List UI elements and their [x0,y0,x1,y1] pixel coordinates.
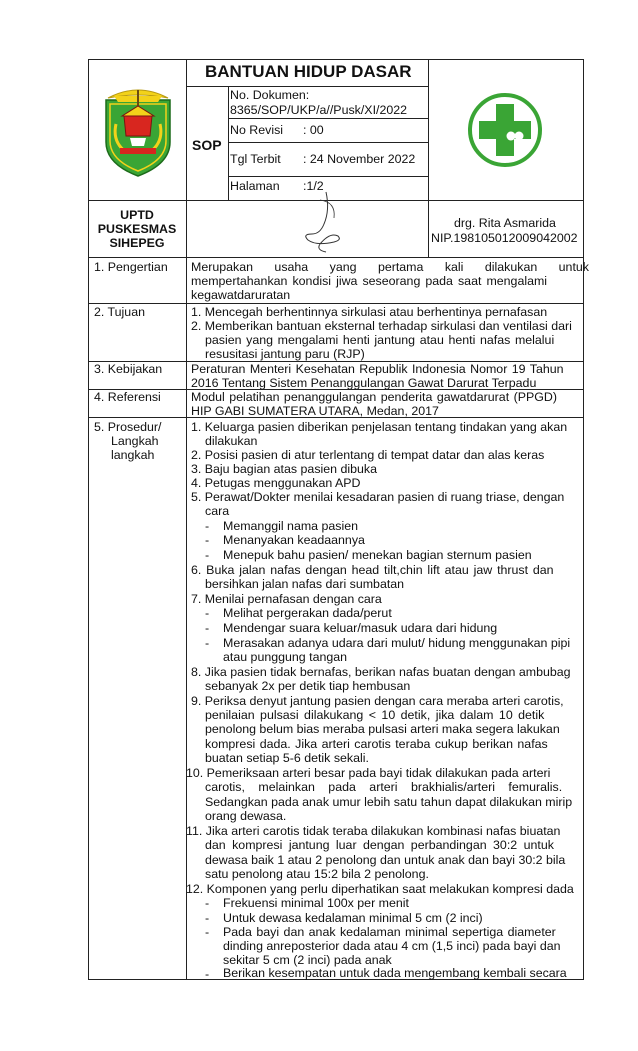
prosedur-line: Pada bayi dan anak kedalaman minimal sepertiga diameter [223,925,556,939]
sop-label: SOP [192,137,222,153]
dash: - [205,925,210,939]
prosedur-line: satu penolong atau 15:2 bila 2 penolong. [205,867,429,881]
dash: - [205,636,210,650]
prosedur-line: 9. Periksa denyut jantung pasien dengan cara meraba arteri carotis, [191,694,564,708]
regency-logo [100,82,176,178]
prosedur-line: atau punggung tangan [223,650,348,664]
prosedur-line: kompresi dada. Jika arteri carotis teraba cukup berikan nafas [205,737,548,751]
signer-name: drg. Rita Asmarida [454,216,556,230]
prosedur-line: sekitar 5 cm (2 inci) pada anak [223,953,392,967]
kebijakan-line: Peraturan Menteri Kesehatan Republik Indonesia Nomor 19 Tahun [191,362,564,376]
prosedur-line: 6. Buka jalan nafas dengan head tilt,chin lift atau jaw thrust dan [191,563,554,577]
prosedur-line: 4. Petugas menggunakan APD [191,476,361,490]
prosedur-line: 11. Jika arteri carotis tidak teraba dilakukan kombinasi nafas biuatan [186,824,561,838]
prosedur-line: sebanyak 2x per detik tiap hembusan [205,679,411,693]
prosedur-line: buatan setiap 5-6 detik sekali. [205,751,369,765]
prosedur-line: Menanyakan keadaannya [223,533,365,547]
section-label-kebijakan: 3. Kebijakan [94,362,163,376]
unit-line-1: UPTD [120,208,154,222]
prosedur-line: penilaian pulsasi dilakukang < 10 detik, jika dalam 10 detik [205,708,545,722]
unit-line-3: SIHEPEG [109,236,165,250]
dash: - [205,621,210,635]
dash: - [205,533,210,547]
prosedur-line: 1. Keluarga pasien diberikan penjelasan tentang tindakan yang akan [191,420,568,434]
prosedur-line: dewasa baik 1 atau 2 penolong dan untuk anak dan bayi 30:2 bila [205,853,566,867]
kebijakan-line: 2016 Tentang Sistem Penanggulangan Gawat Darurat Terpadu [191,376,537,390]
section-label-tujuan: 2. Tujuan [94,305,145,319]
prosedur-line: Sedangkan pada anak umur lebih satu tahun dapat dilakukan mirip [205,795,573,809]
document-title: BANTUAN HIDUP DASAR [205,62,412,81]
referensi-line: Modul pelatihan penanggulangan penderita gawatdarurat (PPGD) [191,390,557,404]
prosedur-line: carotis, melainkan pada arteri brakhialis/arteri femuralis. [205,780,563,794]
signature-image [290,190,360,256]
dash: - [205,896,210,910]
section-label-prosedur-2: Langkah [111,434,159,448]
prosedur-line: penolong belum bias meraba pulsasi arteri maka segera lakukan [205,722,560,736]
halaman-value: :1/2 [303,179,324,193]
prosedur-line: dinding anreposterior dada atau 4 cm (1,5 inci) pada bayi dan [223,939,561,953]
prosedur-line: Melihat pergerakan dada/perut [223,606,392,620]
prosedur-line: 7. Menilai pernafasan dengan cara [191,592,382,606]
terbit-value: : 24 November 2022 [303,152,416,166]
revisi-label: No Revisi [230,123,284,137]
prosedur-line: Menepuk bahu pasien/ menekan bagian sternum pasien [223,548,532,562]
pengertian-line: mempertahankan kondisi jiwa seseorang pada saat mengalami [191,274,548,288]
prosedur-line: Merasakan adanya udara dari mulut/ hidung menggunakan pipi [223,636,571,650]
puskesmas-logo [467,92,543,168]
prosedur-line: Memanggil nama pasien [223,519,358,533]
tujuan-line: resusitasi jantung paru (RJP) [205,347,365,361]
section-label-referensi: 4. Referensi [94,390,161,404]
prosedur-line: cara [205,504,230,518]
prosedur-line: Frekuensi minimal 100x per menit [223,896,409,910]
halaman-label: Halaman [230,179,280,193]
doc-no-value: 8365/SOP/UKP/a//Pusk/XI/2022 [230,103,408,117]
prosedur-line: 10. Pemeriksaan arteri besar pada bayi tidak dilakukan pada arteri [186,766,551,780]
dash: - [205,548,210,562]
prosedur-line: orang dewasa. [205,809,287,823]
dash: - [205,911,210,925]
section-label-prosedur: 5. Prosedur/ [94,420,162,434]
tujuan-line: 2. Memberikan bantuan eksternal terhadap sirkulasi dan ventilasi dari [191,319,572,333]
tujuan-line: pasien yang mengalami henti jantung atau henti nafas melalui [205,333,555,347]
pengertian-line: kegawatdaruratan [191,288,291,302]
unit-line-2: PUSKESMAS [97,222,177,236]
section-label-pengertian: 1. Pengertian [94,260,168,274]
signer-nip: NIP.198105012009042002 [431,231,578,245]
dash: - [205,967,210,981]
dash: - [205,519,210,533]
prosedur-line: dilakukan [205,434,258,448]
prosedur-line: bersihkan jalan nafas dari sumbatan [205,577,405,591]
prosedur-line: Berikan kesempatan untuk dada mengembang kembali secara [223,966,567,980]
tujuan-line: 1. Mencegah berhentinnya sirkulasi atau berhentinya pernafasan [191,305,548,319]
prosedur-line: 12. Komponen yang perlu diperhatikan saat melakukan kompresi dada [186,882,574,896]
section-label-prosedur-3: langkah [111,448,155,462]
revisi-value: : 00 [303,123,324,137]
prosedur-line: 3. Baju bagian atas pasien dibuka [191,462,377,476]
dash: - [205,606,210,620]
prosedur-line: dan kompresi jantung luar dengan perbandingan 30:2 untuk [205,838,554,852]
pengertian-line: Merupakan usaha yang pertama kali dilakukan untuk [191,260,589,274]
prosedur-line: Untuk dewasa kedalaman minimal 5 cm (2 inci) [223,911,483,925]
prosedur-line: 5. Perawat/Dokter menilai kesadaran pasien di ruang triase, dengan [191,490,565,504]
referensi-line: HIP GABI SUMATERA UTARA, Medan, 2017 [191,404,439,418]
doc-no-label: No. Dokumen: [230,88,310,102]
prosedur-line: 8. Jika pasien tidak bernafas, berikan nafas buatan dengan ambubag [191,665,571,679]
prosedur-line: Mendengar suara keluar/masuk udara dari hidung [223,621,498,635]
terbit-label: Tgl Terbit [230,152,281,166]
prosedur-line: 2. Posisi pasien di atur terlentang di tempat datar dan alas keras [191,448,545,462]
